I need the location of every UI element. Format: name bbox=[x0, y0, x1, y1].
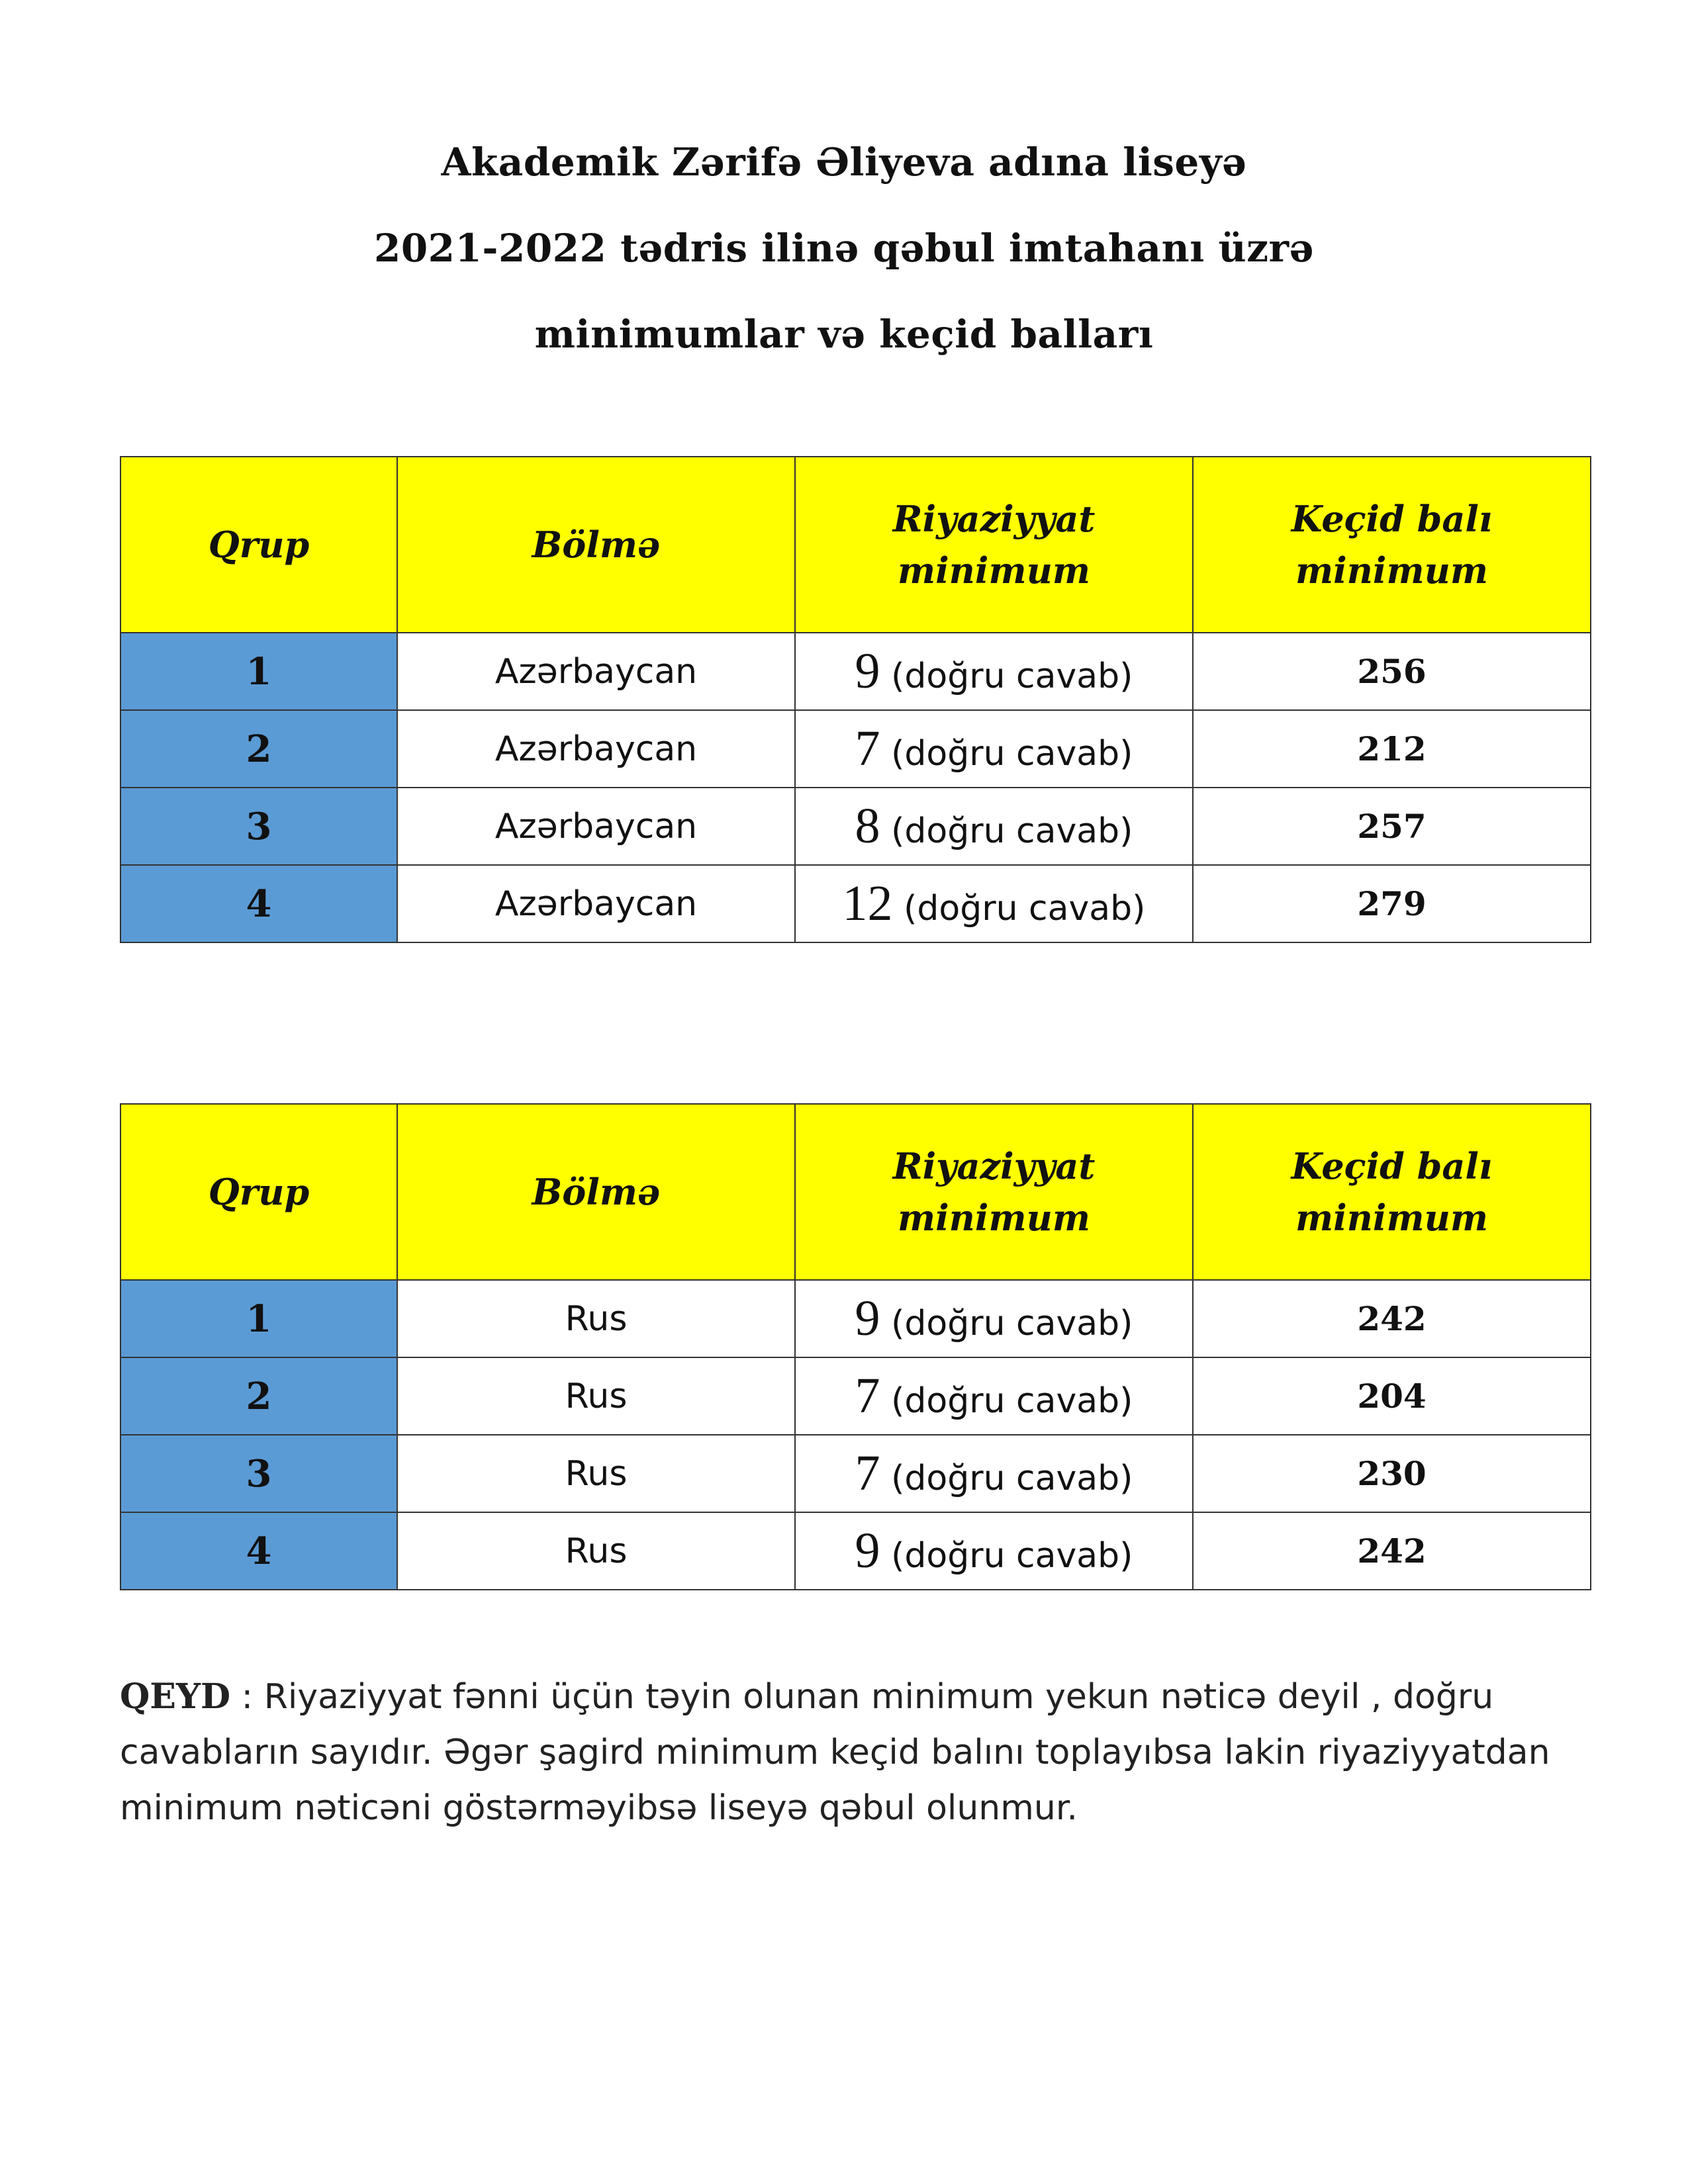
header-pass-score bbox=[1193, 457, 1591, 633]
pass-score-cell: 256 bbox=[1193, 633, 1591, 710]
table-row bbox=[120, 1435, 1591, 1512]
table-header-row bbox=[120, 1104, 1591, 1280]
header-math-minimum bbox=[795, 1104, 1193, 1280]
answer-suffix: (doğru cavab) bbox=[891, 811, 1133, 851]
math-min-cell bbox=[795, 865, 1193, 942]
header-score-line1: Keçid balı bbox=[1291, 1145, 1493, 1187]
answer-suffix: (doğru cavab) bbox=[891, 657, 1133, 696]
section-cell: Rus bbox=[397, 1512, 795, 1590]
group-cell: 4 bbox=[120, 865, 397, 942]
math-min-value: 9 bbox=[855, 1523, 880, 1578]
math-min-value: 8 bbox=[855, 798, 880, 854]
score-table-russian bbox=[120, 1103, 1591, 1590]
answer-suffix: (doğru cavab) bbox=[891, 1304, 1133, 1343]
note-text: : Riyaziyyat fənni üçün təyin olunan minimum yekun nəticə deyil , doğru cavabların sayıdır. Əgər şagird minimum keçid balını toplayıbsa lakin riyaziyyatdan minimum nəticəni göstərməyibsə liseyə qəbul olunmur. bbox=[120, 1677, 1550, 1828]
math-min-value: 7 bbox=[855, 721, 880, 776]
pass-score-cell: 242 bbox=[1193, 1280, 1591, 1357]
note-paragraph bbox=[120, 1669, 1590, 1836]
group-cell: 3 bbox=[120, 1435, 397, 1512]
section-cell: Azərbaycan bbox=[397, 865, 795, 942]
answer-suffix: (doğru cavab) bbox=[891, 734, 1133, 774]
table-row bbox=[120, 1512, 1591, 1590]
math-min-cell bbox=[795, 1357, 1193, 1435]
note-label: QEYD bbox=[120, 1676, 231, 1717]
header-group: Qrup bbox=[120, 1104, 397, 1280]
group-cell: 1 bbox=[120, 633, 397, 710]
table-row bbox=[120, 710, 1591, 788]
answer-suffix: (doğru cavab) bbox=[891, 1536, 1133, 1576]
pass-score-cell: 257 bbox=[1193, 788, 1591, 865]
math-min-cell bbox=[795, 788, 1193, 865]
section-cell: Rus bbox=[397, 1435, 795, 1512]
pass-score-cell: 279 bbox=[1193, 865, 1591, 942]
pass-score-cell: 242 bbox=[1193, 1512, 1591, 1590]
group-cell: 2 bbox=[120, 710, 397, 788]
pass-score-cell: 230 bbox=[1193, 1435, 1591, 1512]
table-row bbox=[120, 865, 1591, 942]
pass-score-cell: 204 bbox=[1193, 1357, 1591, 1435]
math-min-cell bbox=[795, 633, 1193, 710]
group-cell: 1 bbox=[120, 1280, 397, 1357]
pass-score-cell: 212 bbox=[1193, 710, 1591, 788]
table-row bbox=[120, 788, 1591, 865]
answer-suffix: (doğru cavab) bbox=[904, 889, 1146, 929]
score-table-azerbaijani bbox=[120, 456, 1591, 943]
header-score-line1: Keçid balı bbox=[1291, 498, 1493, 540]
table-row bbox=[120, 1357, 1591, 1435]
header-math-line1: Riyaziyyat bbox=[892, 498, 1096, 540]
title-line-1: Akademik Zərifə Əliyeva adına liseyə bbox=[441, 140, 1247, 185]
header-section: Bölmə bbox=[397, 457, 795, 633]
math-min-value: 9 bbox=[855, 643, 880, 699]
section-cell: Rus bbox=[397, 1357, 795, 1435]
header-group: Qrup bbox=[120, 457, 397, 633]
header-math-line2: minimum bbox=[898, 549, 1090, 592]
table-row bbox=[120, 1280, 1591, 1357]
answer-suffix: (doğru cavab) bbox=[891, 1459, 1133, 1498]
header-score-line2: minimum bbox=[1295, 1197, 1488, 1239]
math-min-value: 7 bbox=[855, 1445, 880, 1501]
math-min-cell bbox=[795, 710, 1193, 788]
answer-suffix: (doğru cavab) bbox=[891, 1381, 1133, 1421]
section-cell: Azərbaycan bbox=[397, 788, 795, 865]
math-min-cell bbox=[795, 1512, 1193, 1590]
title-line-3: minimumlar və keçid balları bbox=[534, 312, 1154, 357]
section-cell: Rus bbox=[397, 1280, 795, 1357]
header-math-minimum bbox=[795, 457, 1193, 633]
math-min-value: 7 bbox=[855, 1368, 880, 1424]
title-line-2: 2021-2022 tədris ilinə qəbul imtahanı üzrə bbox=[373, 226, 1315, 271]
group-cell: 3 bbox=[120, 788, 397, 865]
group-cell: 2 bbox=[120, 1357, 397, 1435]
header-math-line2: minimum bbox=[898, 1197, 1090, 1239]
group-cell: 4 bbox=[120, 1512, 397, 1590]
table-header-row bbox=[120, 457, 1591, 633]
section-cell: Azərbaycan bbox=[397, 633, 795, 710]
math-min-value: 12 bbox=[842, 876, 893, 931]
table-row bbox=[120, 633, 1591, 710]
math-min-value: 9 bbox=[855, 1291, 880, 1346]
math-min-cell bbox=[795, 1280, 1193, 1357]
header-pass-score bbox=[1193, 1104, 1591, 1280]
section-cell: Azərbaycan bbox=[397, 710, 795, 788]
math-min-cell bbox=[795, 1435, 1193, 1512]
header-math-line1: Riyaziyyat bbox=[892, 1145, 1096, 1187]
header-section: Bölmə bbox=[397, 1104, 795, 1280]
header-score-line2: minimum bbox=[1295, 549, 1488, 592]
document-title bbox=[0, 119, 1688, 377]
